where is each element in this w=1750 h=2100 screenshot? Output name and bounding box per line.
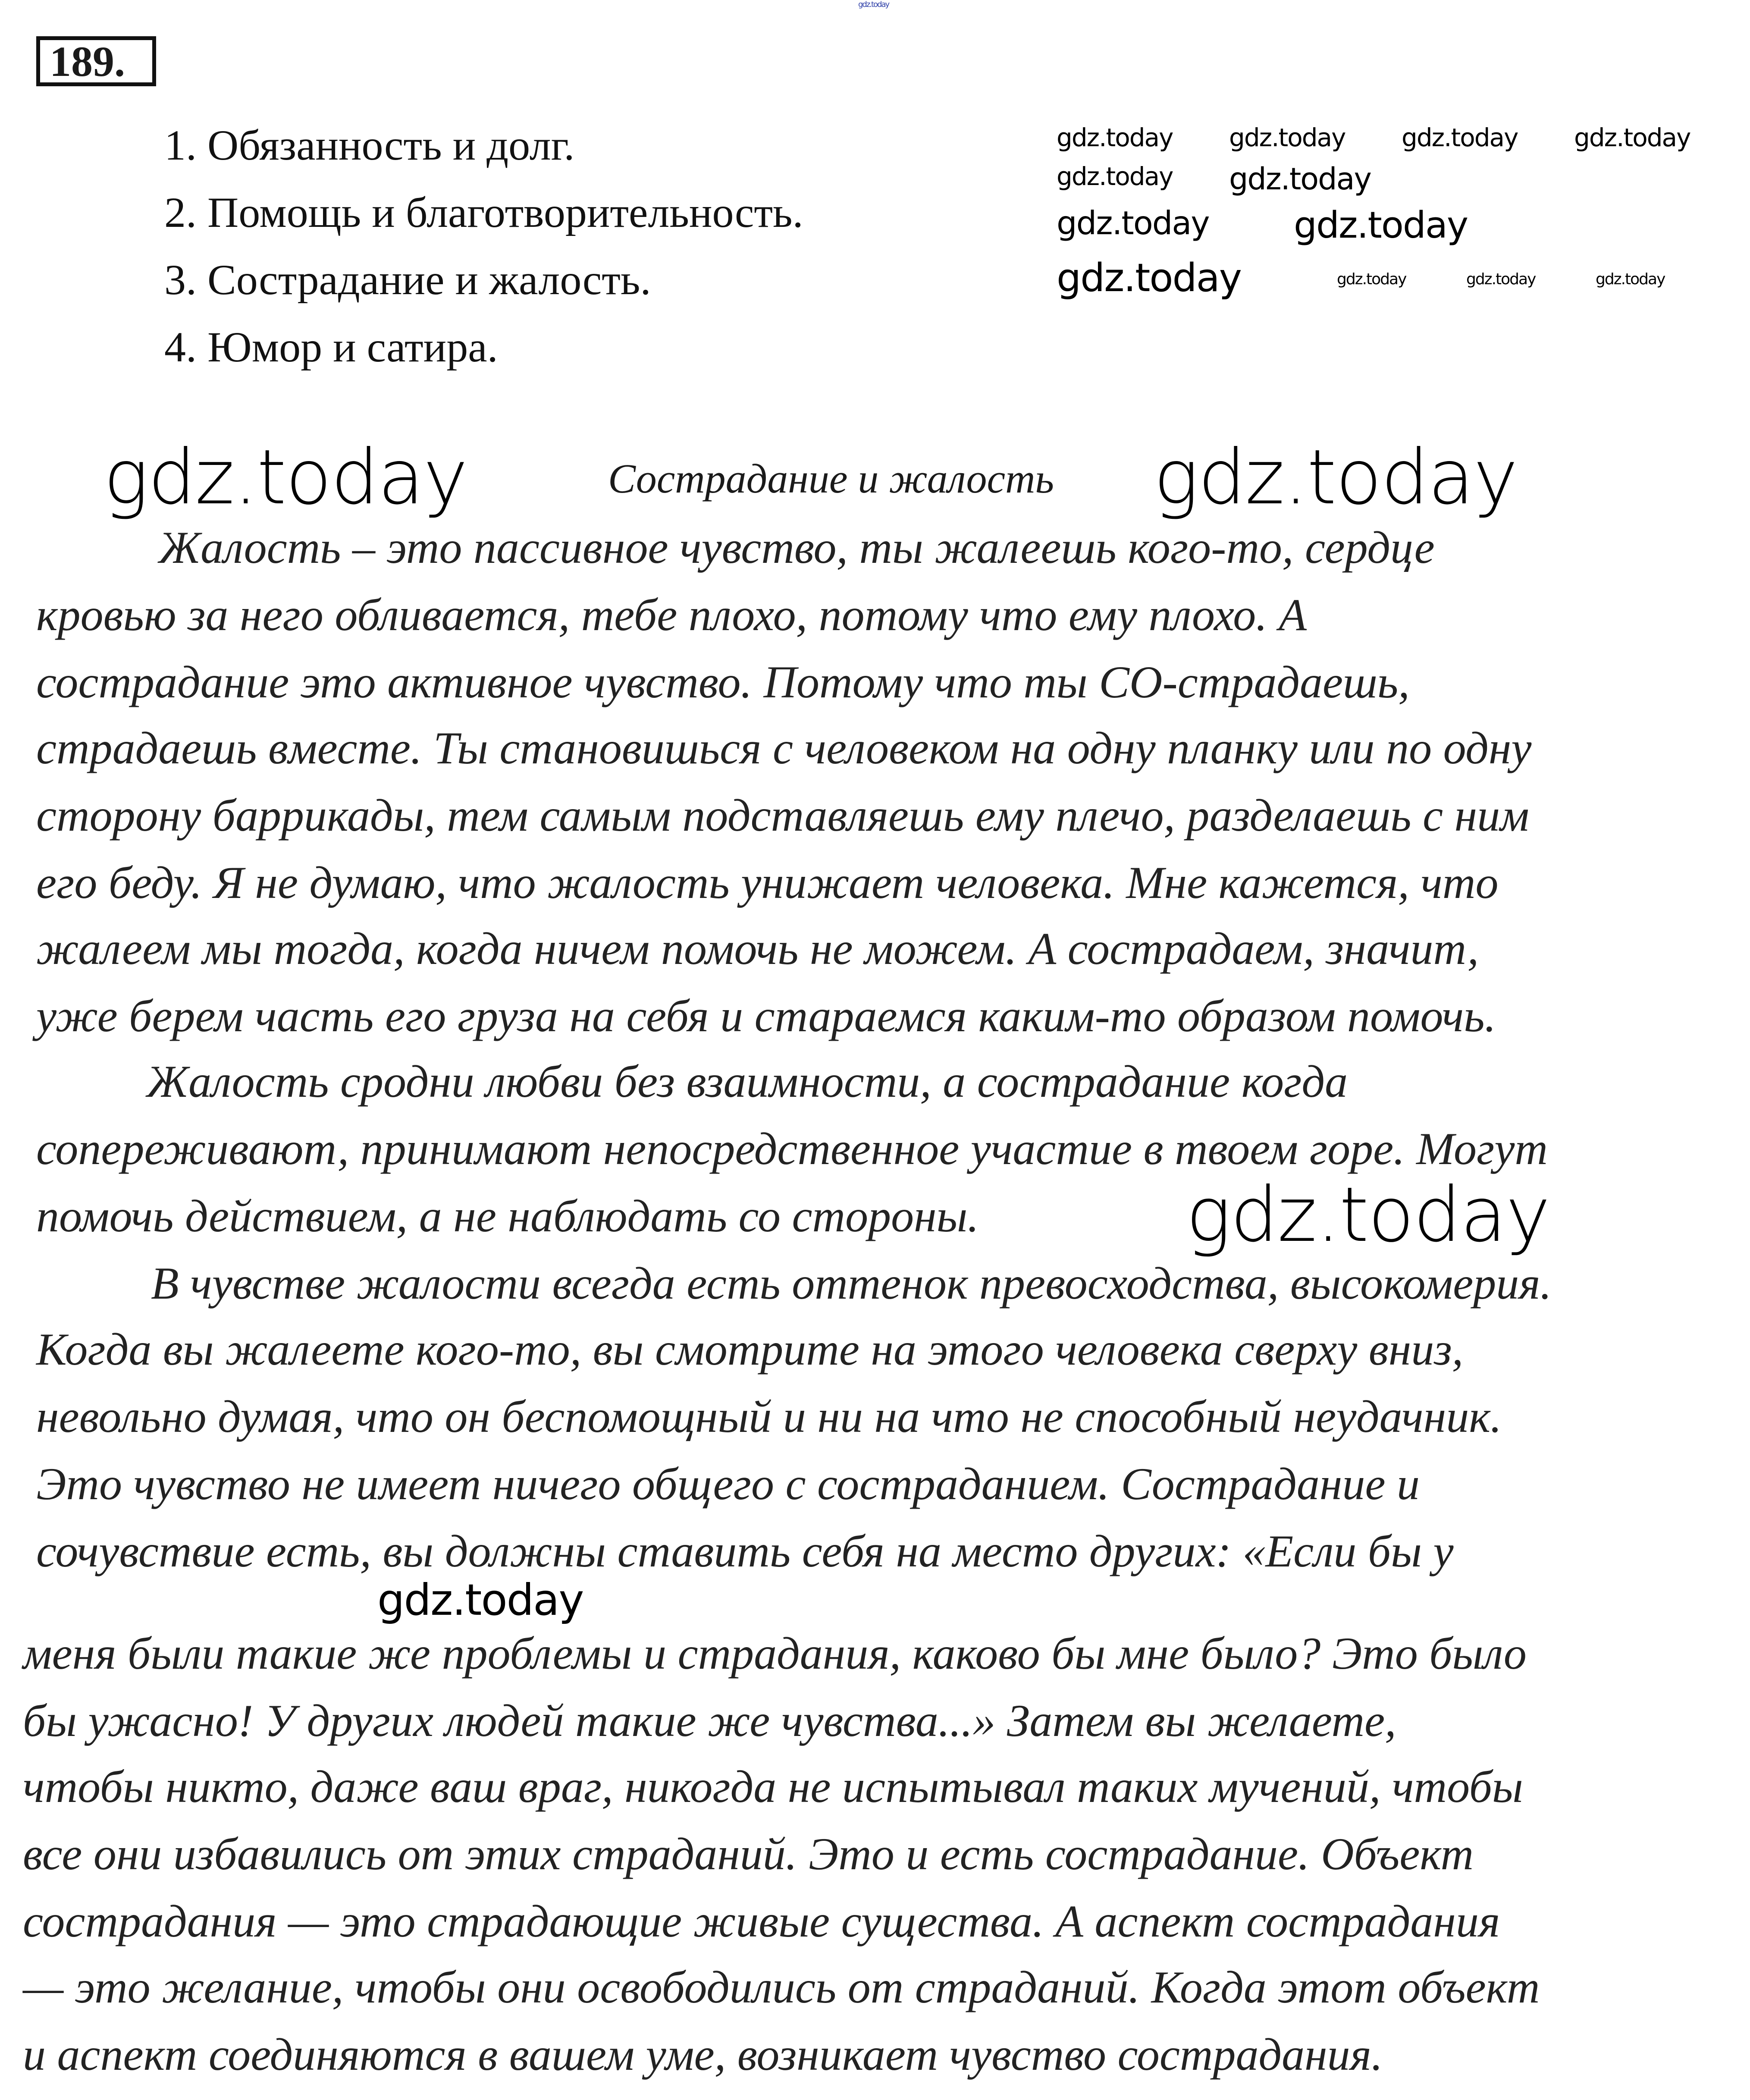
watermark: gdz.today — [1154, 434, 1518, 521]
watermark: gdz.today — [1596, 270, 1665, 288]
topic-item: 4. Юмор и сатира. — [164, 323, 498, 371]
watermark: gdz.today — [1057, 123, 1173, 152]
watermark: gdz.today — [1466, 270, 1536, 288]
essay-line: меня были такие же проблемы и страдания, каково бы мне было? Это было — [23, 1628, 1527, 1679]
essay-line: и аспект соединяются в вашем уме, возникает чувство сострадания. — [23, 2029, 1383, 2080]
essay-line: его беду. Я не думаю, что жалость унижает человека. Мне кажется, что — [36, 857, 1499, 908]
essay-line: страдаешь вместе. Ты становишься с человеком на одну планку или по одну — [36, 723, 1532, 773]
essay-line: уже берем часть его груза на себя и стараемся каким-то образом помочь. — [36, 991, 1496, 1041]
exercise-number: 189. — [36, 36, 156, 86]
essay-line: Когда вы жалеете кого-то, вы смотрите на этого человека сверху вниз, — [36, 1324, 1464, 1375]
watermark: gdz.today — [1402, 123, 1518, 152]
topic-item: 1. Обязанность и долг. — [164, 121, 575, 169]
essay-line: чтобы никто, даже ваш враг, никогда не испытывал таких мучений, чтобы — [23, 1761, 1523, 1812]
essay-line: сочувствие есть, вы должны ставить себя на место других: «Если бы у — [36, 1526, 1454, 1576]
essay-line: сострадание это активное чувство. Потому что ты СО-страдаешь, — [36, 657, 1410, 707]
watermark: gdz.today — [1057, 204, 1209, 242]
watermark: gdz.today — [377, 1575, 583, 1625]
topic-item: 3. Сострадание и жалость. — [164, 256, 651, 304]
essay-line: все они избавились от этих страданий. Это и есть сострадание. Объект — [23, 1829, 1474, 1879]
essay-line: сострадания — это страдающие живые существа. А аспект сострадания — [23, 1896, 1500, 1946]
essay-line: — это желание, чтобы они освободились от страданий. Когда этот объект — [23, 1962, 1540, 2012]
watermark: gdz.today — [103, 434, 467, 521]
watermark: gdz.today — [1229, 123, 1345, 152]
watermark: gdz.today — [1057, 255, 1242, 301]
essay-line: жалеем мы тогда, когда ничем помочь не можем. А сострадаем, значит, — [36, 923, 1479, 974]
essay-line: помочь действием, а не наблюдать со стороны. — [36, 1191, 979, 1241]
essay-line: кровью за него обливается, тебе плохо, потому что ему плохо. А — [36, 590, 1307, 640]
essay-line: Жалость – это пассивное чувство, ты жалеешь кого-то, сердце — [159, 522, 1435, 573]
watermark: gdz.today — [1057, 162, 1173, 191]
watermark: gdz.today — [858, 0, 889, 9]
essay-line: сопереживают, принимают непосредственное участие в твоем горе. Могут — [36, 1124, 1548, 1174]
watermark: gdz.today — [1337, 270, 1406, 288]
essay-line: Жалость сродни любви без взаимности, а сострадание когда — [147, 1056, 1348, 1107]
essay-title: Сострадание и жалость — [608, 455, 1054, 502]
essay-line: невольно думая, что он беспомощный и ни на что не способный неудачник. — [36, 1391, 1502, 1442]
essay-line: Это чувство не имеет ничего общего с состраданием. Сострадание и — [36, 1459, 1420, 1509]
essay-line: сторону баррикады, тем самым подставляешь ему плечо, разделаешь с ним — [36, 790, 1529, 841]
essay-line: В чувстве жалости всегда есть оттенок превосходства, высокомерия. — [151, 1258, 1552, 1309]
topic-item: 2. Помощь и благотворительность. — [164, 188, 803, 236]
watermark: gdz.today — [1294, 204, 1468, 247]
watermark: gdz.today — [1229, 161, 1371, 197]
essay-line: бы ужасно! У других людей такие же чувства...» Затем вы желаете, — [23, 1695, 1396, 1746]
watermark: gdz.today — [1186, 1171, 1550, 1259]
watermark: gdz.today — [1574, 123, 1690, 152]
